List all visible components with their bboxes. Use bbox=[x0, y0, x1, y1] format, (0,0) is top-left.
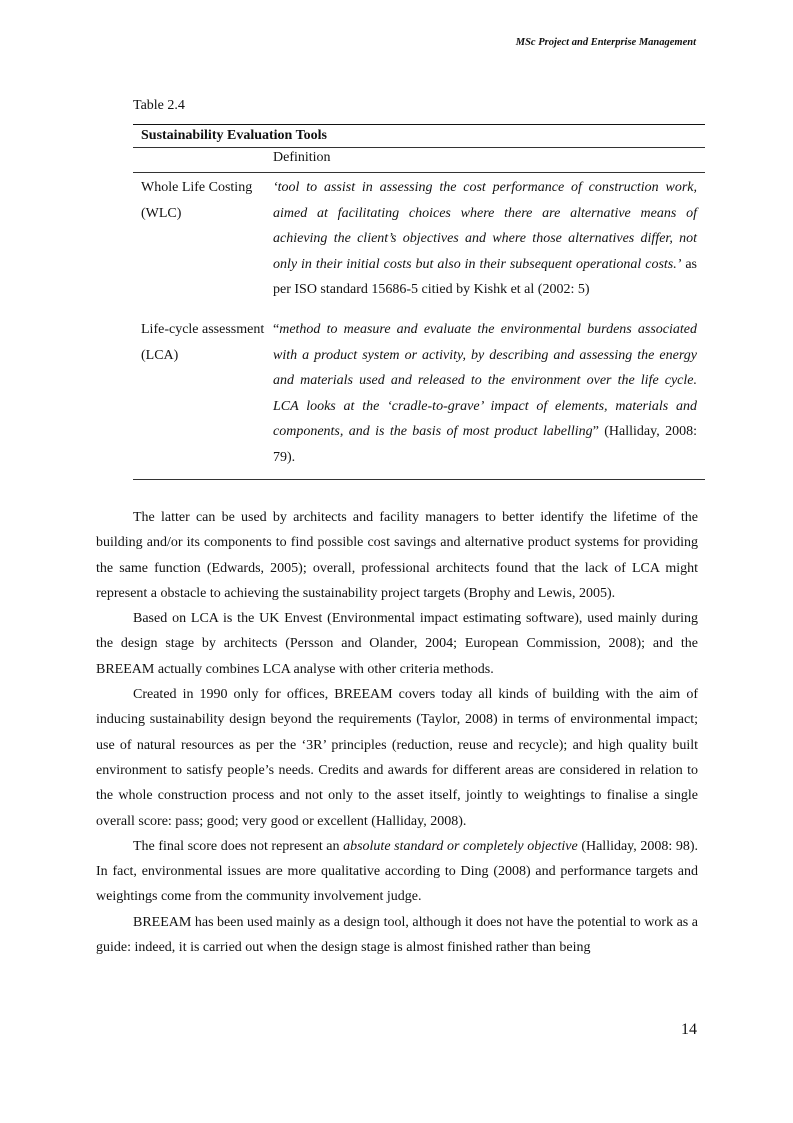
paragraph: BREEAM has been used mainly as a design tool, although it does not have the potential to work as a guide: indeed, it is carried out when the design stage is almost finished rather than being bbox=[96, 914, 698, 956]
paragraph-part: The final score does not represent an bbox=[133, 838, 344, 854]
running-header: MSc Project and Enterprise Management bbox=[515, 37, 696, 48]
definition-open-quote: “ bbox=[273, 321, 280, 337]
definition-quote: method to measure and evaluate the environmental burdens associated with a product system or activity, by describing and assessing the energy and materials used and released to the environment over the life cycle. LCA looks at the ‘cradle-to-grave’ impact of elements, materials and components, and is the basis of most product labelling bbox=[273, 321, 697, 440]
paragraph bbox=[96, 834, 698, 910]
paragraph-emphasis: absolute standard or completely objective bbox=[343, 838, 578, 854]
definition-cell bbox=[273, 317, 697, 471]
definition-quote: ‘tool to assist in assessing the cost performance of construction work, aimed at facilitating choices where there are alternative means of achieving the client’s objectives and where those alternatives differ, not only in their initial costs but also in their subsequent operational costs.’ bbox=[273, 180, 697, 272]
definition-source: ” (Halliday, 2008: 79). bbox=[273, 424, 697, 465]
paragraph: The latter can be used by architects and facility managers to better identify the lifetime of the building and/or its components to find possible cost savings and alternative product systems for providing the same function (Edwards, 2005); overall, professional architects found that the lack of LCA might represent a obstacle to achieving the sustainability project targets (Brophy and Lewis, 2005). bbox=[96, 510, 698, 601]
table-caption: Table 2.4 bbox=[133, 98, 185, 113]
term-cell: Whole Life Costing (WLC) bbox=[141, 180, 253, 221]
table-bottom-rule bbox=[133, 479, 705, 480]
sustainability-table bbox=[133, 124, 705, 480]
definition-cell bbox=[273, 175, 697, 303]
page-number: 14 bbox=[681, 1021, 697, 1038]
column-header-definition: Definition bbox=[273, 150, 331, 165]
table-row bbox=[133, 303, 705, 479]
table-row bbox=[133, 173, 705, 303]
paragraph-part: (Halliday, 2008: 98). In fact, environmental issues are more qualitative according to Ding (2008) and performance targets and weightings come from the community involvement judge. bbox=[96, 838, 698, 905]
term-cell: Life-cycle assessment (LCA) bbox=[141, 321, 265, 363]
table-title: Sustainability Evaluation Tools bbox=[141, 128, 327, 143]
paragraph: Based on LCA is the UK Envest (Environmental impact estimating software), used mainly during the design stage by architects (Persson and Olander, 2004; European Commission, 2008); and the BREEAM actually combines LCA analyse with other criteria methods. bbox=[96, 611, 698, 677]
body-text bbox=[96, 505, 698, 960]
paragraph: Created in 1990 only for offices, BREEAM covers today all kinds of building with the aim of inducing sustainability design beyond the requirements (Taylor, 2008) in terms of environmental impact; use of natural resources as per the ‘3R’ principles (reduction, reuse and recycle); and high quality built environment to satisfy people’s needs. Credits and awards for different areas are considered in relation to the whole construction process and not only to the asset itself, jointly to weightings to finalise a single overall score: pass; good; very good or excellent (Halliday, 2008). bbox=[96, 687, 698, 829]
definition-source: as per ISO standard 15686-5 citied by Kishk et al (2002: 5) bbox=[273, 256, 697, 298]
